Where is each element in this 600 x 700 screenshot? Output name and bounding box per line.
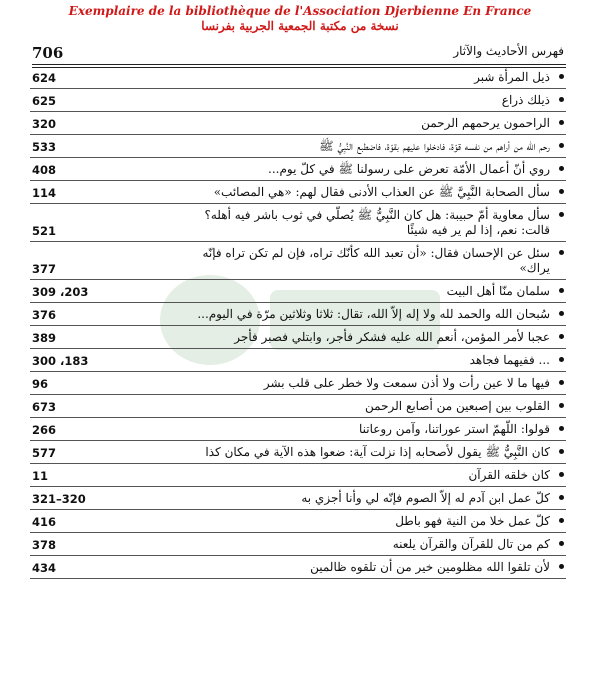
- entry-line: سأل الصحابة النَّبِيَّ ﷺ عن العذاب الأدنى فقال لهم: «هي المصائب»: [213, 185, 550, 199]
- bullet-icon: [559, 120, 564, 125]
- index-entry: [30, 158, 566, 181]
- entry-text: [30, 399, 566, 414]
- entry-text: [30, 70, 566, 85]
- entry-text: [30, 246, 566, 276]
- entry-page-numbers: 114: [32, 186, 57, 200]
- index-entry: [30, 487, 566, 510]
- index-entry: [30, 135, 566, 158]
- entry-page-numbers: 320: [32, 117, 57, 131]
- entry-line: سئل عن الإحسان فقال: «أن تعبد الله كأنّك تراه، فإن لم تكن تراه فإنّه: [202, 246, 550, 260]
- entry-page-numbers: 416: [32, 515, 57, 529]
- entry-page-numbers: 11: [32, 469, 49, 483]
- entry-text: [30, 307, 566, 322]
- entry-line: سلمان منّا أهل البيت: [446, 284, 550, 298]
- entry-page-numbers: 321–320: [32, 492, 86, 506]
- index-entry: [30, 418, 566, 441]
- entry-line: فيها ما لا عين رأت ولا أذن سمعت ولا خطر على قلب بشر: [263, 376, 550, 390]
- entry-line: ذيلك ذراع: [501, 93, 550, 107]
- entry-line: ذيل المرأة شبر: [474, 70, 550, 84]
- entry-page-numbers: 577: [32, 446, 57, 460]
- bullet-icon: [559, 380, 564, 385]
- bullet-icon: [559, 250, 564, 255]
- entry-page-numbers: 521: [32, 224, 57, 238]
- bullet-icon: [559, 97, 564, 102]
- bullet-icon: [559, 426, 564, 431]
- bullet-icon: [559, 166, 564, 171]
- index-entry: [30, 326, 566, 349]
- index-entry: [30, 242, 566, 280]
- entry-line: قولوا: اللّهمّ استر عوراتنا، وآمن روعاتنا: [358, 422, 550, 436]
- index-entry: [30, 533, 566, 556]
- bullet-icon: [559, 564, 564, 569]
- entry-text: [30, 185, 566, 200]
- index-entry: [30, 372, 566, 395]
- entry-text: [30, 445, 566, 460]
- entry-text: [30, 422, 566, 437]
- index-entry: [30, 89, 566, 112]
- bullet-icon: [559, 74, 564, 79]
- entry-page-numbers: 624: [32, 71, 57, 85]
- entry-line: كم من تال للقرآن والقرآن يلعنه: [392, 537, 550, 551]
- entry-text: [30, 116, 566, 131]
- index-entry: [30, 510, 566, 533]
- index-entry: [30, 556, 566, 579]
- entry-page-numbers: 376: [32, 308, 57, 322]
- entry-text: [30, 353, 566, 368]
- entry-text: [30, 376, 566, 391]
- entry-line: روي أنّ أعمال الأمّة تعرض على رسولنا ﷺ في كلّ يوم...: [268, 162, 550, 176]
- entry-line-continued: قالت: نعم، إذا لم ير فيه شيئًا: [406, 223, 550, 237]
- index-entry: [30, 66, 566, 89]
- bullet-icon: [559, 449, 564, 454]
- entry-line: رحم الله من أراهم من نفسه قوّة، فادخلوا عليهم بقوّة، فاضطبع النَّبِيُّ ﷺ: [319, 139, 550, 153]
- entry-page-numbers: 673: [32, 400, 57, 414]
- entry-page-numbers: 408: [32, 163, 57, 177]
- entry-page-numbers: 625: [32, 94, 57, 108]
- entry-page-numbers: 300 ،183: [32, 354, 89, 368]
- entry-page-numbers: 389: [32, 331, 57, 345]
- entry-page-numbers: 378: [32, 538, 57, 552]
- entry-page-numbers: 434: [32, 561, 57, 575]
- index-entry: [30, 303, 566, 326]
- entry-line: كان خلقه القرآن: [468, 468, 550, 482]
- bullet-icon: [559, 212, 564, 217]
- page-number: 706: [32, 44, 64, 62]
- bullet-icon: [559, 357, 564, 362]
- entry-line: لأن تلقوا الله مظلومين خير من أن تلقوه ظالمين: [310, 560, 550, 574]
- index-entry: [30, 395, 566, 418]
- entry-text: [30, 93, 566, 108]
- index-entry: [30, 204, 566, 242]
- bullet-icon: [559, 189, 564, 194]
- entry-page-numbers: 96: [32, 377, 49, 391]
- index-entry: [30, 441, 566, 464]
- entry-page-numbers: 377: [32, 262, 57, 276]
- entry-page-numbers: 533: [32, 140, 57, 154]
- entry-line: الراحمون يرحمهم الرحمن: [421, 116, 550, 130]
- bullet-icon: [559, 472, 564, 477]
- entry-text: [30, 330, 566, 345]
- bullet-icon: [559, 495, 564, 500]
- entry-line: سُبحان الله والحمد لله ولا إله إلاّ الله، تقال: ثلاثا وثلاثين مرّة في اليوم...: [197, 307, 550, 321]
- entry-text: [30, 491, 566, 506]
- entry-line: كلّ عمل خلا من النية فهو باطل: [395, 514, 550, 528]
- index-list: [30, 66, 566, 579]
- watermark-french: Exemplaire de la bibliothèque de l'Association Djerbienne En France: [68, 4, 532, 18]
- index-entry: [30, 112, 566, 135]
- entry-line: كلّ عمل ابن آدم له إلاّ الصوم فإنّه لي وأنا أجزي به: [301, 491, 550, 505]
- entry-line: ... ففيهما فجاهد: [469, 353, 550, 367]
- bullet-icon: [559, 311, 564, 316]
- entry-text: [30, 162, 566, 177]
- index-entry: [30, 349, 566, 372]
- library-watermark: [0, 4, 600, 34]
- entry-text: [30, 284, 566, 299]
- index-entry: [30, 464, 566, 487]
- entry-text: [30, 139, 566, 154]
- entry-line: سأل معاوية أمّ حبيبة: هل كان النَّبِيُّ ﷺ يُصلّي في ثوب باشر فيه أهله؟: [204, 208, 550, 222]
- bullet-icon: [559, 143, 564, 148]
- bullet-icon: [559, 334, 564, 339]
- bullet-icon: [559, 518, 564, 523]
- watermark-arabic: نسخة من مكتبة الجمعية الجربية بفرنسا: [201, 19, 399, 33]
- entry-text: [30, 468, 566, 483]
- index-entry: [30, 280, 566, 303]
- bullet-icon: [559, 403, 564, 408]
- entry-text: [30, 208, 566, 238]
- bullet-icon: [559, 541, 564, 546]
- entry-line-continued: يراك»: [519, 261, 550, 275]
- index-entry: [30, 181, 566, 204]
- entry-line: كان النَّبِيُّ ﷺ يقول لأصحابه إذا نزلت آية: ضعوا هذه الآية في مكان كذا: [205, 445, 550, 459]
- entry-page-numbers: 309 ،203: [32, 285, 89, 299]
- entry-text: [30, 537, 566, 552]
- entry-page-numbers: 266: [32, 423, 57, 437]
- entry-line: القلوب بين إصبعين من أصابع الرحمن: [365, 399, 550, 413]
- entry-line: عجبا لأمر المؤمن، أنعم الله عليه فشكر فأجر، وابتلي فصبر فأجر: [234, 330, 550, 344]
- entry-text: [30, 514, 566, 529]
- bullet-icon: [559, 288, 564, 293]
- running-title: فهرس الأحاديث والآثار: [453, 44, 564, 58]
- entry-text: [30, 560, 566, 575]
